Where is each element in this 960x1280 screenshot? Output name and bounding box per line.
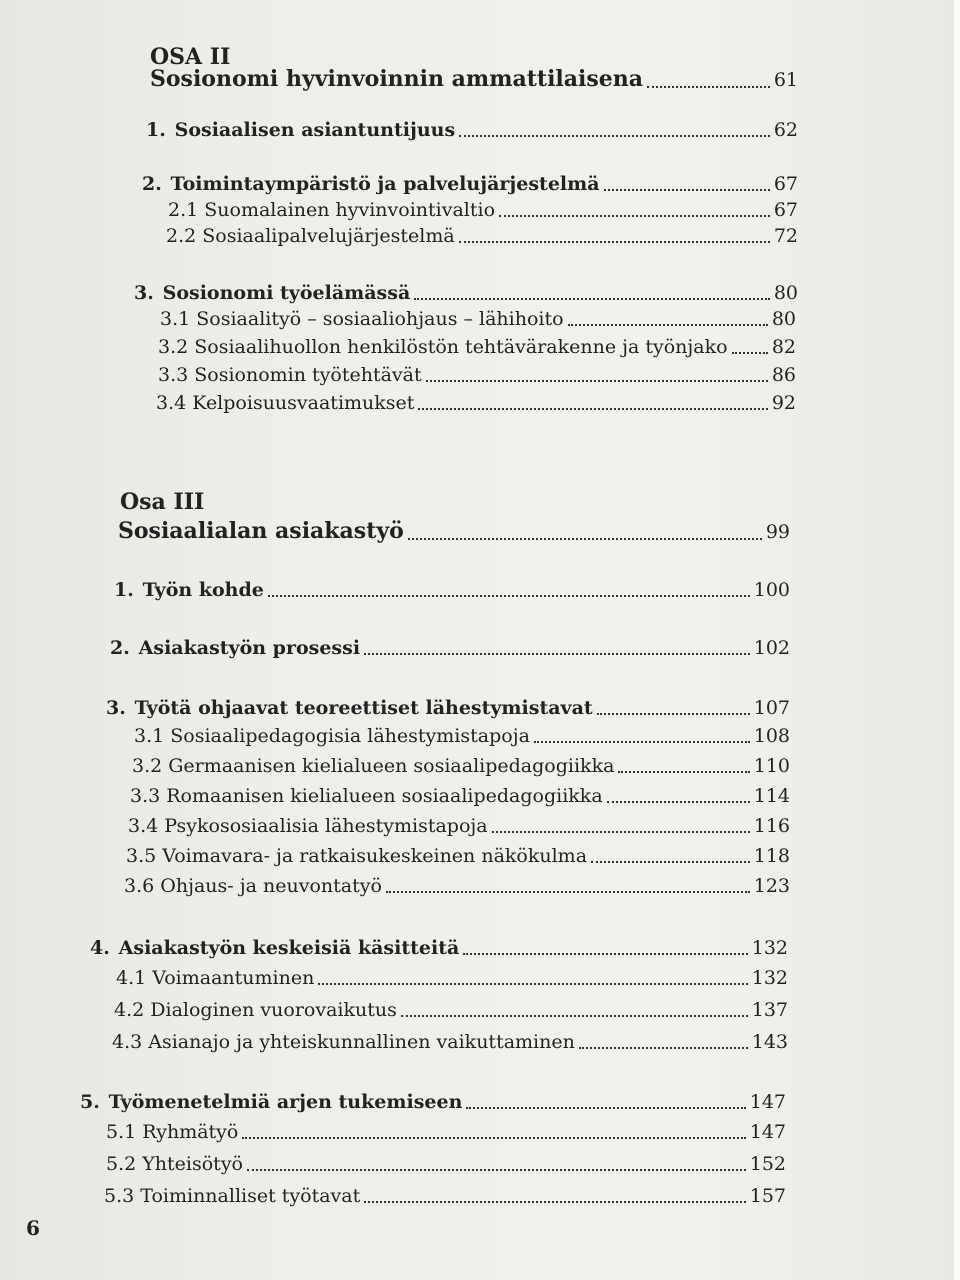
page-number: 61 xyxy=(773,69,798,91)
toc-section[interactable] xyxy=(106,1152,786,1176)
dot-leader xyxy=(647,85,770,88)
toc-section[interactable] xyxy=(114,998,788,1022)
dot-leader xyxy=(242,1136,745,1139)
chapter-number: 4. xyxy=(90,937,110,959)
page-number: 80 xyxy=(773,282,798,304)
dot-leader xyxy=(364,1200,746,1203)
section-title: 5.1 Ryhmätyö xyxy=(106,1121,239,1143)
section-title: 4.2 Dialoginen vuorovaikutus xyxy=(114,999,397,1021)
page-number: 92 xyxy=(771,392,796,414)
toc-section[interactable] xyxy=(104,1184,786,1208)
toc-section[interactable] xyxy=(134,724,790,748)
dot-leader xyxy=(463,952,747,955)
chapter-title: Työmenetelmiä arjen tukemiseen xyxy=(108,1091,463,1113)
section-title: 2.2 Sosiaalipalvelujärjestelmä xyxy=(166,225,455,247)
dot-leader xyxy=(426,379,768,382)
chapter-number: 3. xyxy=(134,282,154,304)
toc-section[interactable] xyxy=(166,224,798,248)
section-title: 4.1 Voimaantuminen xyxy=(116,967,315,989)
page-number: 102 xyxy=(753,637,790,659)
dot-leader xyxy=(607,800,750,803)
part-heading: OSA II xyxy=(150,44,231,70)
page-number: 143 xyxy=(751,1031,788,1053)
chapter-number: 2. xyxy=(110,637,130,659)
dot-leader xyxy=(568,323,768,326)
section-title: 5.3 Toiminnalliset työtavat xyxy=(104,1185,361,1207)
dot-leader xyxy=(401,1014,748,1017)
page-number: 137 xyxy=(751,999,788,1021)
page-number: 110 xyxy=(753,755,790,777)
chapter-title: Sosiaalisen asiantuntijuus xyxy=(174,119,456,141)
page-number: 116 xyxy=(753,815,790,837)
section-title: 3.5 Voimavara- ja ratkaisukeskeinen näkökulma xyxy=(126,845,588,867)
page-number: 80 xyxy=(771,308,796,330)
dot-leader xyxy=(418,407,767,410)
toc-chapter[interactable] xyxy=(110,636,790,660)
chapter-number: 1. xyxy=(114,579,134,601)
page-number: 132 xyxy=(751,937,788,959)
page-folio: 6 xyxy=(26,1216,40,1240)
dot-leader xyxy=(492,830,750,833)
chapter-title: Työtä ohjaavat teoreettiset lähestymistavat xyxy=(134,697,593,719)
dot-leader xyxy=(459,240,770,243)
page-edge xyxy=(954,0,960,1280)
part-title-row[interactable] xyxy=(118,518,790,545)
toc-chapter[interactable] xyxy=(90,936,788,960)
section-title: 3.2 Sosiaalihuollon henkilöstön tehtävärakenne ja työnjako xyxy=(158,336,728,358)
part-title: Sosiaalialan asiakastyö xyxy=(118,518,404,544)
toc-section[interactable] xyxy=(112,1030,788,1054)
section-title: 3.4 Kelpoisuusvaatimukset xyxy=(156,392,415,414)
page-number: 82 xyxy=(771,336,796,358)
chapter-number: 3. xyxy=(106,697,126,719)
dot-leader xyxy=(604,188,770,191)
toc-section[interactable] xyxy=(158,363,796,387)
chapter-number: 2. xyxy=(142,173,162,195)
toc-section[interactable] xyxy=(156,391,796,415)
toc-chapter[interactable] xyxy=(142,172,798,196)
page-number: 62 xyxy=(773,119,798,141)
toc-section[interactable] xyxy=(126,844,790,868)
dot-leader xyxy=(247,1168,746,1171)
chapter-number: 1. xyxy=(146,119,166,141)
toc-chapter[interactable] xyxy=(134,281,798,305)
toc-section[interactable] xyxy=(106,1120,786,1144)
page-number: 67 xyxy=(773,199,798,221)
chapter-title: Työn kohde xyxy=(142,579,264,601)
section-title: 3.1 Sosiaalityö – sosiaaliohjaus – lähihoito xyxy=(160,308,564,330)
toc-chapter[interactable] xyxy=(146,118,798,142)
toc-section[interactable] xyxy=(130,784,790,808)
section-title: 2.1 Suomalainen hyvinvointivaltio xyxy=(168,199,496,221)
page-number: 147 xyxy=(749,1121,786,1143)
section-title: 5.2 Yhteisötyö xyxy=(106,1153,243,1175)
dot-leader xyxy=(414,297,770,300)
part-title-row[interactable] xyxy=(150,66,798,93)
toc-chapter[interactable] xyxy=(80,1090,786,1114)
dot-leader xyxy=(268,594,750,597)
page-number: 132 xyxy=(751,967,788,989)
dot-leader xyxy=(318,982,747,985)
page-number: 157 xyxy=(749,1185,786,1207)
dot-leader xyxy=(499,214,770,217)
toc-section[interactable] xyxy=(168,198,798,222)
section-title: 3.3 Romaanisen kielialueen sosiaalipedagogiikka xyxy=(130,785,603,807)
dot-leader xyxy=(597,712,750,715)
chapter-number: 5. xyxy=(80,1091,100,1113)
dot-leader xyxy=(466,1106,745,1109)
toc-section[interactable] xyxy=(116,966,788,990)
section-title: 3.3 Sosionomin työtehtävät xyxy=(158,364,422,386)
part-title: Sosionomi hyvinvoinnin ammattilaisena xyxy=(150,66,644,92)
toc-chapter[interactable] xyxy=(114,578,790,602)
toc-section[interactable] xyxy=(128,814,790,838)
chapter-title: Toimintaympäristö ja palvelujärjestelmä xyxy=(170,173,600,195)
section-title: 3.1 Sosiaalipedagogisia lähestymistapoja xyxy=(134,725,530,747)
page-number: 147 xyxy=(749,1091,786,1113)
dot-leader xyxy=(618,770,749,773)
toc-section[interactable] xyxy=(160,307,796,331)
page-number: 86 xyxy=(771,364,796,386)
dot-leader xyxy=(579,1046,748,1049)
dot-leader xyxy=(591,860,750,863)
page-number: 107 xyxy=(753,697,790,719)
page-number: 67 xyxy=(773,173,798,195)
section-title: 4.3 Asianajo ja yhteiskunnallinen vaikuttaminen xyxy=(112,1031,575,1053)
page-number: 152 xyxy=(749,1153,786,1175)
part-heading: Osa III xyxy=(120,489,205,515)
section-title: 3.4 Psykososiaalisia lähestymistapoja xyxy=(128,815,488,837)
chapter-title: Asiakastyön keskeisiä käsitteitä xyxy=(118,937,460,959)
dot-leader xyxy=(459,134,770,137)
section-title: 3.6 Ohjaus- ja neuvontatyö xyxy=(124,875,382,897)
toc-chapter[interactable] xyxy=(106,696,790,720)
chapter-title: Asiakastyön prosessi xyxy=(138,637,361,659)
toc-section[interactable] xyxy=(132,754,790,778)
toc-section[interactable] xyxy=(124,874,790,898)
page-number: 100 xyxy=(753,579,790,601)
page-number: 118 xyxy=(753,845,790,867)
page-number: 114 xyxy=(753,785,790,807)
toc-section[interactable] xyxy=(158,335,796,359)
chapter-title: Sosionomi työelämässä xyxy=(162,282,411,304)
page-number: 72 xyxy=(773,225,798,247)
page-number: 99 xyxy=(765,521,790,543)
dot-leader xyxy=(364,652,750,655)
page-number: 108 xyxy=(753,725,790,747)
dot-leader xyxy=(732,351,768,354)
dot-leader xyxy=(386,890,750,893)
page-number: 123 xyxy=(753,875,790,897)
section-title: 3.2 Germaanisen kielialueen sosiaalipedagogiikka xyxy=(132,755,615,777)
dot-leader xyxy=(408,537,762,540)
dot-leader xyxy=(534,740,750,743)
